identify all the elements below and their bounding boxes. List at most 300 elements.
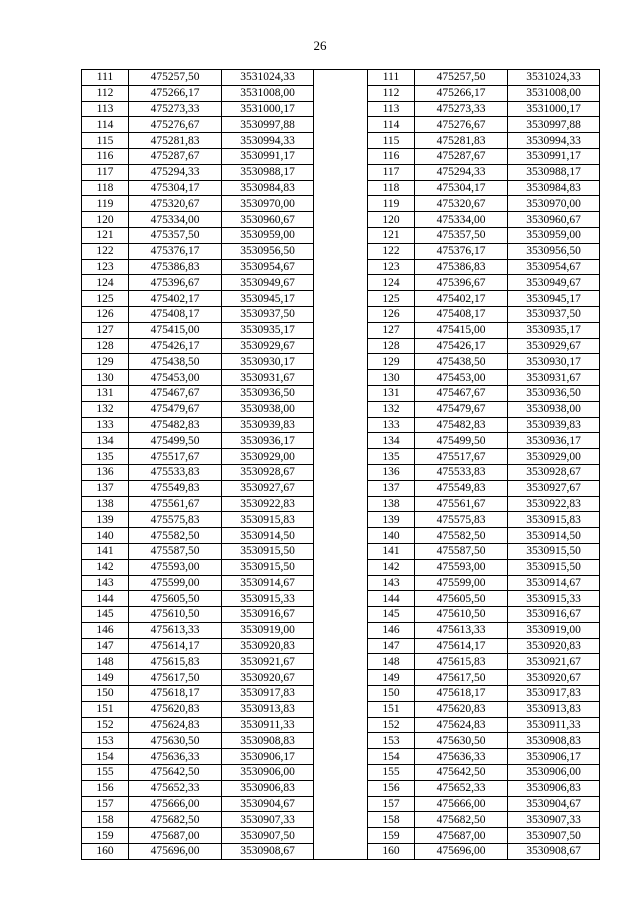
right-y-coordinate: 3530916,67 (508, 607, 600, 623)
right-point-number: 131 (368, 385, 415, 401)
table-row (82, 654, 600, 670)
right-y-coordinate: 3530931,67 (508, 370, 600, 386)
left-point-number: 135 (82, 449, 129, 465)
left-x-coordinate: 475402,17 (129, 291, 222, 307)
column-gap (314, 828, 368, 844)
left-point-number: 139 (82, 512, 129, 528)
left-y-coordinate: 3530938,00 (222, 401, 314, 417)
right-point-number: 157 (368, 796, 415, 812)
left-y-coordinate: 3530913,83 (222, 701, 314, 717)
left-point-number: 123 (82, 259, 129, 275)
column-gap (314, 164, 368, 180)
table-row (82, 385, 600, 401)
table-row (82, 717, 600, 733)
right-point-number: 156 (368, 780, 415, 796)
right-point-number: 127 (368, 322, 415, 338)
right-point-number: 130 (368, 370, 415, 386)
table-row (82, 559, 600, 575)
left-y-coordinate: 3530931,67 (222, 370, 314, 386)
table-row (82, 701, 600, 717)
left-point-number: 143 (82, 575, 129, 591)
left-x-coordinate: 475605,50 (129, 591, 222, 607)
right-y-coordinate: 3530911,33 (508, 717, 600, 733)
left-y-coordinate: 3530915,50 (222, 543, 314, 559)
left-point-number: 141 (82, 543, 129, 559)
table-row (82, 243, 600, 259)
table-row (82, 306, 600, 322)
left-point-number: 125 (82, 291, 129, 307)
table-row (82, 512, 600, 528)
right-x-coordinate: 475376,17 (415, 243, 508, 259)
right-x-coordinate: 475575,83 (415, 512, 508, 528)
left-point-number: 144 (82, 591, 129, 607)
table-row (82, 591, 600, 607)
left-point-number: 114 (82, 117, 129, 133)
right-y-coordinate: 3530960,67 (508, 212, 600, 228)
right-y-coordinate: 3530914,67 (508, 575, 600, 591)
left-point-number: 130 (82, 370, 129, 386)
table-row (82, 322, 600, 338)
right-point-number: 132 (368, 401, 415, 417)
right-y-coordinate: 3530907,50 (508, 828, 600, 844)
column-gap (314, 449, 368, 465)
right-y-coordinate: 3530920,83 (508, 638, 600, 654)
right-y-coordinate: 3530937,50 (508, 306, 600, 322)
right-point-number: 147 (368, 638, 415, 654)
column-gap (314, 780, 368, 796)
left-y-coordinate: 3530906,00 (222, 765, 314, 781)
left-y-coordinate: 3531000,17 (222, 101, 314, 117)
left-x-coordinate: 475408,17 (129, 306, 222, 322)
left-x-coordinate: 475599,00 (129, 575, 222, 591)
left-point-number: 118 (82, 180, 129, 196)
left-y-coordinate: 3530945,17 (222, 291, 314, 307)
left-x-coordinate: 475636,33 (129, 749, 222, 765)
column-gap (314, 227, 368, 243)
left-point-number: 159 (82, 828, 129, 844)
table-row (82, 433, 600, 449)
right-x-coordinate: 475617,50 (415, 670, 508, 686)
right-y-coordinate: 3530921,67 (508, 654, 600, 670)
left-y-coordinate: 3530954,67 (222, 259, 314, 275)
left-y-coordinate: 3530984,83 (222, 180, 314, 196)
right-y-coordinate: 3530997,88 (508, 117, 600, 133)
column-gap (314, 464, 368, 480)
right-point-number: 159 (368, 828, 415, 844)
table-row (82, 164, 600, 180)
left-x-coordinate: 475582,50 (129, 528, 222, 544)
right-point-number: 144 (368, 591, 415, 607)
table-row (82, 496, 600, 512)
left-x-coordinate: 475630,50 (129, 733, 222, 749)
left-x-coordinate: 475453,00 (129, 370, 222, 386)
left-point-number: 146 (82, 622, 129, 638)
column-gap (314, 370, 368, 386)
table-row (82, 338, 600, 354)
table-row (82, 133, 600, 149)
right-point-number: 153 (368, 733, 415, 749)
right-x-coordinate: 475276,67 (415, 117, 508, 133)
right-x-coordinate: 475587,50 (415, 543, 508, 559)
table-row (82, 622, 600, 638)
column-gap (314, 70, 368, 86)
column-gap (314, 275, 368, 291)
right-x-coordinate: 475396,67 (415, 275, 508, 291)
right-y-coordinate: 3530936,50 (508, 385, 600, 401)
page-number: 26 (313, 38, 327, 53)
table-row (82, 449, 600, 465)
column-gap (314, 85, 368, 101)
right-y-coordinate: 3530928,67 (508, 464, 600, 480)
right-y-coordinate: 3530959,00 (508, 227, 600, 243)
left-x-coordinate: 475287,67 (129, 148, 222, 164)
right-x-coordinate: 475615,83 (415, 654, 508, 670)
column-gap (314, 212, 368, 228)
right-x-coordinate: 475642,50 (415, 765, 508, 781)
left-x-coordinate: 475273,33 (129, 101, 222, 117)
left-y-coordinate: 3530914,50 (222, 528, 314, 544)
right-y-coordinate: 3530991,17 (508, 148, 600, 164)
left-x-coordinate: 475415,00 (129, 322, 222, 338)
column-gap (314, 844, 368, 860)
right-x-coordinate: 475614,17 (415, 638, 508, 654)
right-point-number: 142 (368, 559, 415, 575)
left-point-number: 158 (82, 812, 129, 828)
right-y-coordinate: 3530936,17 (508, 433, 600, 449)
left-x-coordinate: 475687,00 (129, 828, 222, 844)
right-point-number: 121 (368, 227, 415, 243)
table-row (82, 196, 600, 212)
right-y-coordinate: 3530915,83 (508, 512, 600, 528)
right-x-coordinate: 475624,83 (415, 717, 508, 733)
table-row (82, 70, 600, 86)
left-point-number: 142 (82, 559, 129, 575)
table-row (82, 844, 600, 860)
left-y-coordinate: 3530936,50 (222, 385, 314, 401)
right-x-coordinate: 475549,83 (415, 480, 508, 496)
left-y-coordinate: 3530927,67 (222, 480, 314, 496)
left-y-coordinate: 3530915,33 (222, 591, 314, 607)
table-row (82, 638, 600, 654)
right-y-coordinate: 3530906,00 (508, 765, 600, 781)
left-x-coordinate: 475533,83 (129, 464, 222, 480)
left-point-number: 148 (82, 654, 129, 670)
left-point-number: 116 (82, 148, 129, 164)
left-x-coordinate: 475499,50 (129, 433, 222, 449)
left-x-coordinate: 475593,00 (129, 559, 222, 575)
left-x-coordinate: 475696,00 (129, 844, 222, 860)
left-x-coordinate: 475396,67 (129, 275, 222, 291)
table-row (82, 607, 600, 623)
left-y-coordinate: 3530920,83 (222, 638, 314, 654)
right-y-coordinate: 3530908,67 (508, 844, 600, 860)
column-gap (314, 701, 368, 717)
right-y-coordinate: 3530906,17 (508, 749, 600, 765)
left-x-coordinate: 475479,67 (129, 401, 222, 417)
left-y-coordinate: 3530929,00 (222, 449, 314, 465)
left-y-coordinate: 3530907,50 (222, 828, 314, 844)
right-point-number: 149 (368, 670, 415, 686)
column-gap (314, 638, 368, 654)
column-gap (314, 591, 368, 607)
table-row (82, 401, 600, 417)
left-point-number: 113 (82, 101, 129, 117)
left-point-number: 149 (82, 670, 129, 686)
column-gap (314, 654, 368, 670)
right-y-coordinate: 3530906,83 (508, 780, 600, 796)
right-point-number: 126 (368, 306, 415, 322)
left-x-coordinate: 475266,17 (129, 85, 222, 101)
left-y-coordinate: 3530970,00 (222, 196, 314, 212)
left-y-coordinate: 3530922,83 (222, 496, 314, 512)
left-y-coordinate: 3530919,00 (222, 622, 314, 638)
left-point-number: 128 (82, 338, 129, 354)
left-point-number: 137 (82, 480, 129, 496)
right-x-coordinate: 475610,50 (415, 607, 508, 623)
left-y-coordinate: 3530930,17 (222, 354, 314, 370)
column-gap (314, 401, 368, 417)
right-point-number: 117 (368, 164, 415, 180)
left-x-coordinate: 475610,50 (129, 607, 222, 623)
left-point-number: 147 (82, 638, 129, 654)
right-y-coordinate: 3530945,17 (508, 291, 600, 307)
right-x-coordinate: 475582,50 (415, 528, 508, 544)
left-point-number: 117 (82, 164, 129, 180)
right-x-coordinate: 475408,17 (415, 306, 508, 322)
right-point-number: 112 (368, 85, 415, 101)
table-row (82, 812, 600, 828)
column-gap (314, 607, 368, 623)
right-y-coordinate: 3530919,00 (508, 622, 600, 638)
left-point-number: 122 (82, 243, 129, 259)
right-point-number: 137 (368, 480, 415, 496)
right-point-number: 155 (368, 765, 415, 781)
column-gap (314, 180, 368, 196)
right-point-number: 148 (368, 654, 415, 670)
right-point-number: 114 (368, 117, 415, 133)
right-point-number: 122 (368, 243, 415, 259)
left-y-coordinate: 3530908,83 (222, 733, 314, 749)
right-x-coordinate: 475682,50 (415, 812, 508, 828)
right-point-number: 123 (368, 259, 415, 275)
right-x-coordinate: 475696,00 (415, 844, 508, 860)
right-x-coordinate: 475599,00 (415, 575, 508, 591)
right-point-number: 154 (368, 749, 415, 765)
column-gap (314, 717, 368, 733)
right-x-coordinate: 475482,83 (415, 417, 508, 433)
left-y-coordinate: 3530928,67 (222, 464, 314, 480)
table-row (82, 780, 600, 796)
left-x-coordinate: 475618,17 (129, 686, 222, 702)
right-x-coordinate: 475294,33 (415, 164, 508, 180)
right-y-coordinate: 3530913,83 (508, 701, 600, 717)
table-row (82, 85, 600, 101)
left-y-coordinate: 3530917,83 (222, 686, 314, 702)
left-point-number: 153 (82, 733, 129, 749)
table-row (82, 796, 600, 812)
left-y-coordinate: 3530937,50 (222, 306, 314, 322)
left-y-coordinate: 3530907,33 (222, 812, 314, 828)
right-point-number: 135 (368, 449, 415, 465)
table-row (82, 670, 600, 686)
left-point-number: 138 (82, 496, 129, 512)
column-gap (314, 148, 368, 164)
column-gap (314, 306, 368, 322)
column-gap (314, 433, 368, 449)
right-point-number: 118 (368, 180, 415, 196)
left-x-coordinate: 475386,83 (129, 259, 222, 275)
left-x-coordinate: 475613,33 (129, 622, 222, 638)
right-point-number: 141 (368, 543, 415, 559)
left-x-coordinate: 475334,00 (129, 212, 222, 228)
table-row (82, 227, 600, 243)
right-y-coordinate: 3530949,67 (508, 275, 600, 291)
left-point-number: 155 (82, 765, 129, 781)
left-y-coordinate: 3530906,17 (222, 749, 314, 765)
left-point-number: 112 (82, 85, 129, 101)
column-gap (314, 765, 368, 781)
column-gap (314, 796, 368, 812)
column-gap (314, 385, 368, 401)
left-x-coordinate: 475276,67 (129, 117, 222, 133)
right-x-coordinate: 475636,33 (415, 749, 508, 765)
right-x-coordinate: 475438,50 (415, 354, 508, 370)
left-x-coordinate: 475624,83 (129, 717, 222, 733)
left-y-coordinate: 3530959,00 (222, 227, 314, 243)
right-point-number: 158 (368, 812, 415, 828)
left-y-coordinate: 3530914,67 (222, 575, 314, 591)
right-point-number: 129 (368, 354, 415, 370)
column-gap (314, 622, 368, 638)
right-y-coordinate: 3530907,33 (508, 812, 600, 828)
table-row (82, 686, 600, 702)
right-x-coordinate: 475687,00 (415, 828, 508, 844)
column-gap (314, 243, 368, 259)
left-point-number: 127 (82, 322, 129, 338)
column-gap (314, 259, 368, 275)
left-point-number: 115 (82, 133, 129, 149)
right-x-coordinate: 475402,17 (415, 291, 508, 307)
left-point-number: 132 (82, 401, 129, 417)
left-y-coordinate: 3530920,67 (222, 670, 314, 686)
right-y-coordinate: 3530927,67 (508, 480, 600, 496)
left-y-coordinate: 3530939,83 (222, 417, 314, 433)
left-y-coordinate: 3530991,17 (222, 148, 314, 164)
left-y-coordinate: 3530994,33 (222, 133, 314, 149)
left-point-number: 156 (82, 780, 129, 796)
right-y-coordinate: 3530994,33 (508, 133, 600, 149)
left-x-coordinate: 475517,67 (129, 449, 222, 465)
right-x-coordinate: 475266,17 (415, 85, 508, 101)
left-point-number: 111 (82, 70, 129, 86)
left-point-number: 145 (82, 607, 129, 623)
left-x-coordinate: 475320,67 (129, 196, 222, 212)
left-point-number: 160 (82, 844, 129, 860)
left-point-number: 150 (82, 686, 129, 702)
right-point-number: 113 (368, 101, 415, 117)
right-x-coordinate: 475561,67 (415, 496, 508, 512)
left-x-coordinate: 475376,17 (129, 243, 222, 259)
right-y-coordinate: 3530929,67 (508, 338, 600, 354)
left-y-coordinate: 3530921,67 (222, 654, 314, 670)
right-y-coordinate: 3530938,00 (508, 401, 600, 417)
right-y-coordinate: 3530984,83 (508, 180, 600, 196)
column-gap (314, 338, 368, 354)
left-y-coordinate: 3530929,67 (222, 338, 314, 354)
right-point-number: 140 (368, 528, 415, 544)
right-y-coordinate: 3530904,67 (508, 796, 600, 812)
left-x-coordinate: 475438,50 (129, 354, 222, 370)
left-y-coordinate: 3530904,67 (222, 796, 314, 812)
left-y-coordinate: 3530908,67 (222, 844, 314, 860)
left-point-number: 140 (82, 528, 129, 544)
left-x-coordinate: 475482,83 (129, 417, 222, 433)
right-y-coordinate: 3530970,00 (508, 196, 600, 212)
right-x-coordinate: 475334,00 (415, 212, 508, 228)
right-point-number: 146 (368, 622, 415, 638)
table-row (82, 212, 600, 228)
left-y-coordinate: 3530915,83 (222, 512, 314, 528)
left-point-number: 119 (82, 196, 129, 212)
column-gap (314, 749, 368, 765)
right-point-number: 111 (368, 70, 415, 86)
left-y-coordinate: 3531024,33 (222, 70, 314, 86)
left-point-number: 120 (82, 212, 129, 228)
left-y-coordinate: 3530916,67 (222, 607, 314, 623)
right-x-coordinate: 475357,50 (415, 227, 508, 243)
right-y-coordinate: 3530914,50 (508, 528, 600, 544)
column-gap (314, 291, 368, 307)
right-y-coordinate: 3530988,17 (508, 164, 600, 180)
right-x-coordinate: 475517,67 (415, 449, 508, 465)
right-point-number: 143 (368, 575, 415, 591)
right-y-coordinate: 3530935,17 (508, 322, 600, 338)
right-x-coordinate: 475453,00 (415, 370, 508, 386)
column-gap (314, 133, 368, 149)
left-x-coordinate: 475357,50 (129, 227, 222, 243)
right-point-number: 125 (368, 291, 415, 307)
left-x-coordinate: 475281,83 (129, 133, 222, 149)
left-point-number: 136 (82, 464, 129, 480)
right-y-coordinate: 3530917,83 (508, 686, 600, 702)
column-gap (314, 117, 368, 133)
left-point-number: 151 (82, 701, 129, 717)
left-x-coordinate: 475652,33 (129, 780, 222, 796)
right-y-coordinate: 3530920,67 (508, 670, 600, 686)
right-point-number: 145 (368, 607, 415, 623)
right-point-number: 124 (368, 275, 415, 291)
right-y-coordinate: 3530922,83 (508, 496, 600, 512)
column-gap (314, 575, 368, 591)
left-x-coordinate: 475549,83 (129, 480, 222, 496)
left-point-number: 126 (82, 306, 129, 322)
right-y-coordinate: 3530929,00 (508, 449, 600, 465)
table-row (82, 259, 600, 275)
left-x-coordinate: 475642,50 (129, 765, 222, 781)
right-y-coordinate: 3530939,83 (508, 417, 600, 433)
right-point-number: 120 (368, 212, 415, 228)
right-x-coordinate: 475320,67 (415, 196, 508, 212)
left-point-number: 129 (82, 354, 129, 370)
left-x-coordinate: 475257,50 (129, 70, 222, 86)
right-x-coordinate: 475630,50 (415, 733, 508, 749)
left-point-number: 152 (82, 717, 129, 733)
left-point-number: 131 (82, 385, 129, 401)
right-point-number: 134 (368, 433, 415, 449)
left-x-coordinate: 475304,17 (129, 180, 222, 196)
right-x-coordinate: 475287,67 (415, 148, 508, 164)
left-point-number: 134 (82, 433, 129, 449)
